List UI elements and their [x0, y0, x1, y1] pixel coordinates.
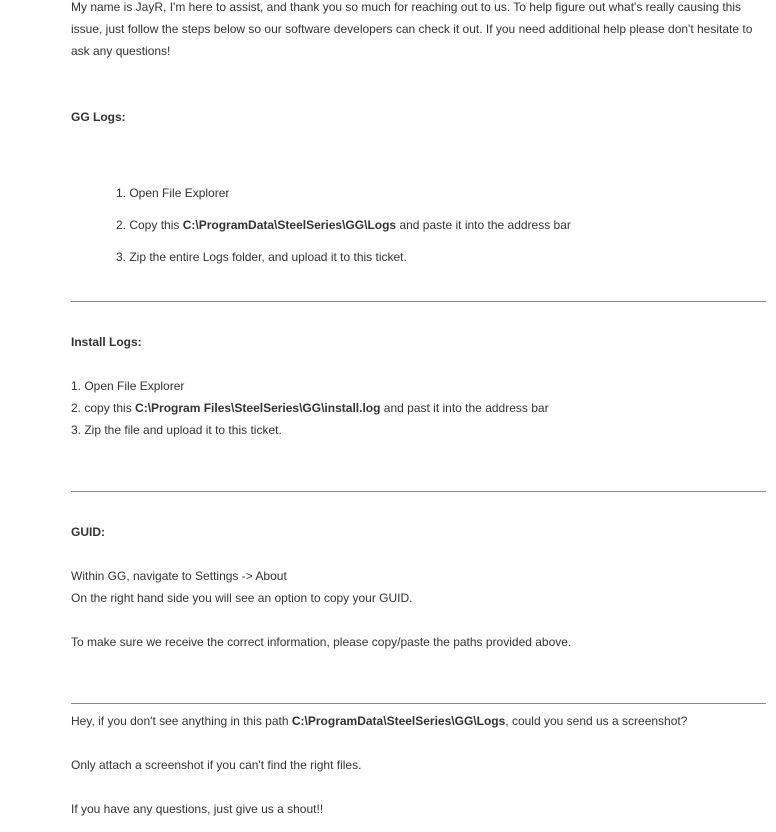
gg-logs-step-2: 2. Copy this C:\ProgramData\SteelSeries\GG\Logs and paste it into the address bar — [116, 218, 571, 232]
install-logs-step-3: 3. Zip the file and upload it to this ticket. — [71, 423, 282, 437]
footer-line-2: Only attach a screenshot if you can't find the right files. — [71, 758, 362, 772]
divider-2 — [71, 491, 766, 492]
install-logs-steps — [71, 375, 766, 441]
guid-note: To make sure we receive the correct information, please copy/paste the paths provided above. — [71, 635, 572, 649]
divider-1 — [71, 301, 766, 302]
footer-path: C:\ProgramData\SteelSeries\GG\Logs — [291, 714, 506, 728]
install-logs-step-2: 2. copy this C:\Program Files\SteelSeries\GG\install.log and past it into the address bar — [71, 401, 549, 415]
install-log-path: C:\Program Files\SteelSeries\GG\install.log — [135, 401, 381, 415]
guid-instructions — [71, 565, 766, 653]
guid-line-1: Within GG, navigate to Settings -> About — [71, 569, 287, 583]
gg-logs-path: C:\ProgramData\SteelSeries\GG\Logs — [182, 218, 397, 232]
guid-heading: GUID: — [71, 525, 105, 539]
divider-3 — [71, 703, 766, 704]
gg-logs-heading: GG Logs: — [71, 110, 126, 124]
guid-line-2: On the right hand side you will see an option to copy your GUID. — [71, 591, 413, 605]
footer-line-3: If you have any questions, just give us a shout!! — [71, 802, 324, 816]
ticket-message — [71, 0, 766, 820]
gg-logs-steps — [71, 182, 766, 268]
footer-message — [71, 710, 766, 820]
gg-logs-step-1: 1. Open File Explorer — [116, 186, 230, 200]
install-logs-heading: Install Logs: — [71, 335, 142, 349]
install-logs-step-1: 1. Open File Explorer — [71, 379, 185, 393]
intro-paragraph: My name is JayR, I'm here to assist, and thank you so much for reaching out to us. To help figure out what's really causing this issue, just follow the steps below so our software developers can check it out. If you need additional help please don't hesitate to ask any questions! — [71, 0, 753, 58]
footer-line-1: Hey, if you don't see anything in this path C:\ProgramData\SteelSeries\GG\Logs, could you send us a screenshot? — [71, 714, 688, 728]
gg-logs-step-3: 3. Zip the entire Logs folder, and upload it to this ticket. — [116, 250, 407, 264]
